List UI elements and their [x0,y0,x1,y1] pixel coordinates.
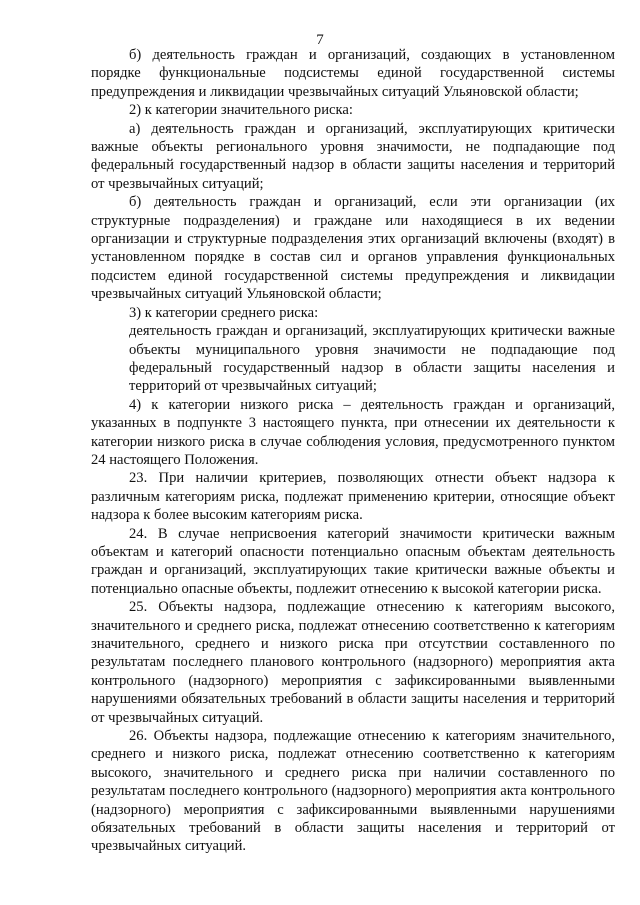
paragraph-2-significant-risk-heading: 2) к категории значительного риска: [129,102,353,119]
paragraph-23: 23. При наличии критериев, позволяющих отнести объект надзора к различным категориям риска, подлежат применению критерии, относящие объект надзора к более высоким категориям риска. [91,470,615,524]
paragraph-2b-forces-and-bodies: б) деятельность граждан и организаций, если эти организации (их структурные подразделения) и граждане или находящиеся в их ведении организации и структурные подразделения этих организаций включены (входят) в установленном порядке в состав сил и органов управления функциональных подсистем единой государственной системы предупреждения и ликвидации чрезвычайных ситуаций Ульяновской области; [91,194,615,303]
document-body [91,46,615,856]
paragraph-3-medium-risk-heading: 3) к категории среднего риска: [129,304,319,321]
paragraph-26: 26. Объекты надзора, подлежащие отнесению к категориям значительного, среднего и низкого риска, подлежат отнесению соответственно к категориям высокого, значительного и среднего риска при наличии составленного по результатам последнего контрольного (надзорного) мероприятия акта контрольного (надзорного) мероприятия с зафиксированными выявленными нарушениями обязательных требований в области защиты населения и территорий от чрезвычайных ситуаций. [91,728,615,855]
paragraph-24: 24. В случае неприсвоения категорий значимости критически важным объектам и категорий опасности потенциально опасным объектам деятельность граждан и организаций, эксплуатирующих такие критически важные объекты и потенциально опасные объекты, подлежит отнесению к высокой категории риска. [91,525,615,597]
paragraph-25: 25. Объекты надзора, подлежащие отнесению к категориям высокого, значительного и среднего риска, подлежат отнесению соответственно к категориям значительного, среднего и низкого риска при отсутствии составленного по результатам последнего планового контрольного (надзорного) мероприятия акта контрольного (надзорного) мероприятия с зафиксированными выявленными нарушениями обязательных требований в области защиты населения и территорий от чрезвычайных ситуаций. [91,599,615,726]
paragraph-1b-civil-defense-subsystems: б) деятельность граждан и организаций, создающих в установленном порядке функциональные подсистемы единой государственной системы предупреждения и ликвидации чрезвычайных ситуаций Ульяновской области; [91,47,615,100]
paragraph-3-municipal-objects: деятельность граждан и организаций, эксплуатирующих критически важные объекты муниципального уровня значимости не подпадающие под федеральный государственный надзор в области защиты населения и территорий от чрезвычайных ситуаций; [129,323,615,395]
paragraph-4-low-risk: 4) к категории низкого риска – деятельность граждан и организаций, указанных в подпункте 3 настоящего пункта, при отнесении их деятельности к категории низкого риска в случае соблюдения условия, предусмотренного пунктом 24 настоящего Положения. [91,396,615,468]
page-number: 7 [316,32,324,48]
paragraph-2a-regional-objects: а) деятельность граждан и организаций, эксплуатирующих критически важные объекты регионального уровня значимости, не подпадающие под федеральный государственный надзор в области защиты населения и территорий от чрезвычайных ситуаций; [91,120,615,192]
